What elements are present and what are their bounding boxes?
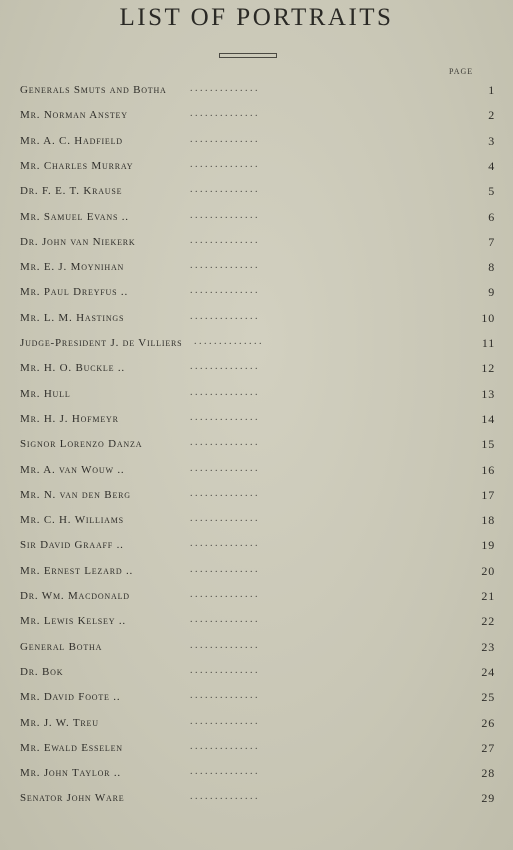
portrait-name: Generals Smuts and Botha	[20, 84, 167, 96]
dot-leader: . . . . . . . . . . . . . .	[190, 664, 258, 676]
portrait-name: Mr. A. van Wouw ..	[20, 463, 125, 476]
portrait-name: Senator John Ware	[20, 792, 125, 805]
list-item	[20, 691, 500, 713]
page-number: 28	[481, 766, 495, 781]
list-item	[20, 135, 500, 157]
dot-leader: . . . . . . . . . . . . . .	[190, 589, 258, 600]
dot-leader: . . . . . . . . . . . . . .	[190, 184, 258, 196]
dot-leader: . . . . . . . . . . . . . .	[190, 234, 258, 246]
portrait-name: General Botha	[20, 640, 103, 653]
portrait-name: Mr. David Foote ..	[20, 691, 121, 704]
list-item	[20, 539, 500, 561]
page-title: LIST OF PORTRAITS	[119, 4, 394, 31]
dot-leader: . . . . . . . . . . . . . .	[190, 614, 258, 626]
portrait-name: Mr. J. W. Treu	[20, 716, 99, 729]
portrait-name: Mr. Hull	[20, 387, 71, 400]
dot-leader: . . . . . . . . . . . . . .	[190, 487, 258, 499]
portrait-name: Mr. H. J. Hofmeyr	[20, 412, 119, 425]
dot-leader: . . . . . . . . . . . . . .	[190, 563, 258, 575]
list-item	[20, 489, 500, 511]
dot-leader: . . . . . . . . . . . . . .	[190, 260, 258, 272]
portrait-name: Dr. Bok	[20, 665, 64, 678]
page-number: 8	[488, 260, 495, 275]
page-number: 5	[488, 184, 495, 199]
dot-leader: . . . . . . . . . . . . . .	[190, 361, 258, 373]
page-number: 17	[481, 487, 495, 502]
dot-leader: . . . . . . . . . . . . . .	[190, 108, 258, 120]
page-number: 29	[481, 791, 495, 806]
dot-leader: . . . . . . . . . . . . . .	[190, 766, 258, 778]
list-item	[20, 286, 500, 308]
page-number: 4	[488, 158, 495, 173]
page-number: 13	[481, 386, 495, 401]
list-item	[20, 464, 500, 486]
portrait-name: Sir David Graaff ..	[20, 539, 124, 552]
list-item	[20, 615, 500, 637]
portrait-name: Dr. John van Niekerk	[20, 235, 136, 248]
portrait-name: Mr. Charles Murray	[20, 159, 134, 172]
page-number: 23	[481, 639, 495, 654]
list-item	[20, 236, 500, 258]
dot-leader: . . . . . . . . . . . . . .	[190, 386, 258, 398]
list-item	[20, 767, 500, 789]
list-item	[20, 109, 500, 131]
dot-leader: . . . . . . . . . . . . . .	[190, 310, 258, 322]
dot-leader: . . . . . . . . . . . . . .	[190, 690, 258, 702]
dot-leader: . . . . . . . . . . . . . .	[190, 411, 258, 423]
dot-leader: . . . . . . . . . . . . . .	[190, 462, 258, 474]
page-number: 24	[481, 664, 495, 679]
page-column-header: PAGE	[449, 67, 474, 76]
portrait-name: Dr. F. E. T. Krause	[20, 185, 123, 198]
page-number: 25	[481, 690, 495, 705]
title-rule	[219, 53, 277, 58]
dot-leader: . . . . . . . . . . . . . .	[190, 715, 258, 727]
list-item	[20, 312, 500, 334]
page-number: 20	[481, 563, 495, 578]
page-number: 2	[488, 108, 495, 123]
dot-leader: . . . . . . . . . . . . . .	[190, 639, 258, 651]
list-item	[20, 590, 500, 612]
portrait-name: Mr. Norman Anstey	[20, 109, 128, 122]
list-item	[20, 792, 500, 814]
list-item	[20, 388, 500, 410]
list-item	[20, 742, 500, 764]
dot-leader: . . . . . . . . . . . . . .	[194, 336, 262, 347]
page-number: 10	[481, 310, 495, 325]
page-number: 7	[488, 234, 495, 249]
list-item	[20, 211, 500, 233]
portrait-name: Mr. C. H. Williams	[20, 514, 124, 527]
page-number: 6	[488, 209, 495, 224]
list-item	[20, 84, 500, 106]
dot-leader: . . . . . . . . . . . . . .	[190, 513, 258, 525]
portrait-name: Mr. Ewald Esselen	[20, 741, 123, 754]
page-number: 12	[481, 361, 495, 376]
page-number: 19	[481, 538, 495, 553]
page-number: 14	[481, 411, 495, 426]
page-number: 9	[488, 285, 495, 300]
portrait-name: Mr. H. O. Buckle ..	[20, 362, 125, 375]
list-item	[20, 413, 500, 435]
list-item	[20, 337, 500, 359]
page-number: 26	[481, 715, 495, 730]
dot-leader: . . . . . . . . . . . . . .	[190, 538, 258, 550]
portrait-name: Mr. L. M. Hastings	[20, 311, 125, 324]
portrait-name: Mr. Lewis Kelsey ..	[20, 615, 126, 628]
list-item	[20, 185, 500, 207]
portrait-name: Signor Lorenzo Danza	[20, 438, 143, 451]
list-item	[20, 261, 500, 283]
page-number: 27	[481, 740, 495, 755]
portrait-name: Mr. E. J. Moynihan	[20, 261, 125, 274]
dot-leader: . . . . . . . . . . . . . .	[190, 133, 258, 145]
portrait-name: Mr. Ernest Lezard ..	[20, 564, 134, 577]
portrait-name: Judge-President J. de Villiers	[20, 337, 183, 349]
page-number: 16	[481, 462, 495, 477]
list-item	[20, 160, 500, 182]
page-number: 22	[481, 614, 495, 629]
portrait-name: Mr. John Taylor ..	[20, 767, 121, 780]
list-item	[20, 565, 500, 587]
portrait-name: Dr. Wm. Macdonald	[20, 590, 130, 602]
dot-leader: . . . . . . . . . . . . . .	[190, 437, 258, 449]
list-item	[20, 514, 500, 536]
page-number: 15	[481, 437, 495, 452]
list-item	[20, 438, 500, 460]
dot-leader: . . . . . . . . . . . . . .	[190, 740, 258, 752]
dot-leader: . . . . . . . . . . . . . .	[190, 209, 258, 221]
dot-leader: . . . . . . . . . . . . . .	[190, 285, 258, 297]
list-item	[20, 666, 500, 688]
dot-leader: . . . . . . . . . . . . . .	[190, 791, 258, 803]
dot-leader: . . . . . . . . . . . . . .	[190, 158, 258, 170]
page-number: 21	[481, 589, 495, 603]
portrait-name: Mr. Samuel Evans ..	[20, 210, 129, 223]
page-number: 3	[488, 133, 495, 148]
list-item	[20, 717, 500, 739]
portrait-name: Mr. A. C. Hadfield	[20, 134, 123, 147]
page-number: 11	[481, 336, 495, 350]
portrait-name: Mr. N. van den Berg	[20, 488, 131, 501]
list-item	[20, 641, 500, 663]
page-number: 18	[481, 513, 495, 528]
portrait-name: Mr. Paul Dreyfus ..	[20, 286, 128, 299]
list-item	[20, 362, 500, 384]
page-number: 1	[488, 83, 495, 97]
dot-leader: . . . . . . . . . . . . . .	[190, 83, 258, 94]
